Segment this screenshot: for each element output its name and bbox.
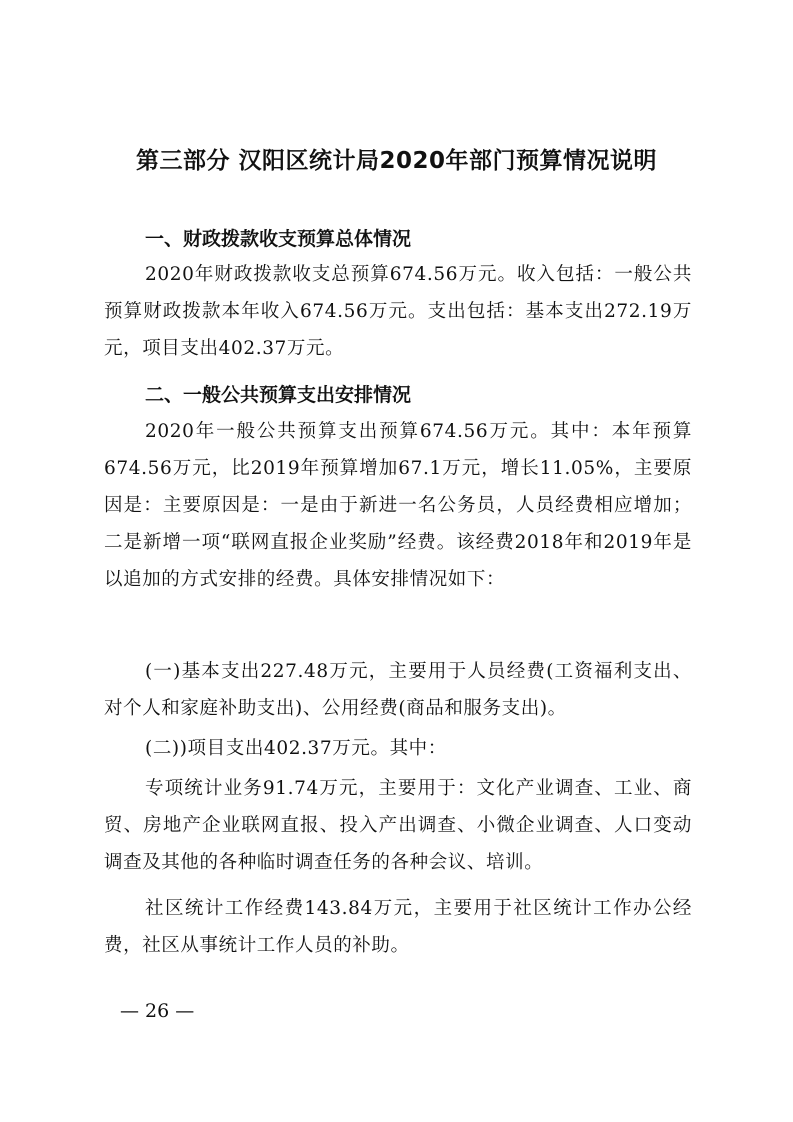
paragraph-budget-overview: 2020年财政拨款收支总预算674.56万元。收入包括：一般公共预算财政拨款本年收入674.56万元。支出包括：基本支出272.19万元，项目支出402.37万元。 <box>104 264 692 359</box>
section-heading-1: 一、财政拨款收支预算总体情况 <box>145 228 412 250</box>
paragraph-project-expense: (二))项目支出402.37万元。其中： <box>145 738 447 759</box>
page-title: 第三部分 汉阳区统计局2020年部门预算情况说明 <box>135 148 658 174</box>
paragraph-special-statistics: 专项统计业务91.74万元，主要用于：文化产业调查、工业、商贸、房地产企业联网直报、投入产出调查、小微企业调查、人口变动调查及其他的各种临时调查任务的各种会议、培训。 <box>104 778 692 873</box>
page-number: — 26 — <box>120 1000 195 1022</box>
paragraph-basic-expense: (一)基本支出227.48万元，主要用于人员经费(工资福利支出、对个人和家庭补助支出)、公用经费(商品和服务支出)。 <box>104 661 692 719</box>
paragraph-community-statistics: 社区统计工作经费143.84万元，主要用于社区统计工作办公经费，社区从事统计工作人员的补助。 <box>104 898 692 956</box>
section-heading-2: 二、一般公共预算支出安排情况 <box>145 384 412 406</box>
paragraph-expenditure-arrangement: 2020年一般公共预算支出预算674.56万元。其中：本年预算674.56万元，比2019年预算增加67.1万元，增长11.05%，主要原因是：主要原因是：一是由于新进一名公务员，人员经费相应增加；二是新增一项“联网直报企业奖励”经费。该经费2018年和2019年是以追加的方式安排的经费。具体安排情况如下： <box>104 421 692 590</box>
